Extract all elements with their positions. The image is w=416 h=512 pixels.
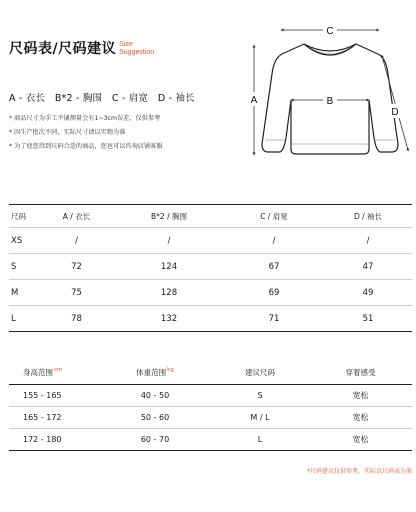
table-cell: / — [366, 235, 370, 246]
table-row — [9, 254, 412, 279]
column-header: 建议尺码 — [245, 367, 275, 377]
unit-label: cm — [54, 366, 63, 373]
table-cell: S — [11, 261, 17, 272]
footnote: *尺码建议仅供参考，实际以尺码表为准 — [306, 468, 412, 475]
notes-list — [9, 112, 163, 154]
table-cell: 172 - 180 — [23, 435, 62, 444]
table-row — [9, 429, 412, 450]
column-header: 体重范围$^{kg}$ — [136, 366, 174, 377]
legend-c: C - 肩宽 — [111, 93, 149, 104]
column-header: C / 肩宽 — [260, 211, 288, 221]
table-cell: / — [272, 235, 276, 246]
table-cell: 宽松 — [352, 391, 369, 400]
unit-label: kg — [167, 366, 174, 373]
measurement-legend — [9, 90, 195, 104]
suggestion-table — [9, 360, 412, 451]
table-row — [9, 228, 412, 253]
label-b: B — [326, 96, 334, 107]
table-cell: 128 — [160, 287, 178, 298]
table-row — [9, 280, 412, 305]
table-cell: 40 - 50 — [140, 391, 170, 400]
table-cell: 60 - 70 — [140, 435, 170, 444]
legend-d: D - 袖长 — [157, 93, 195, 104]
table-cell: 72 — [71, 261, 82, 272]
page-subtitle — [119, 41, 154, 57]
label-d: D — [391, 107, 399, 118]
table-row — [9, 407, 412, 428]
table-divider — [9, 450, 412, 451]
page-header — [9, 38, 154, 58]
label-a: A — [250, 95, 258, 106]
table-cell: 69 — [268, 287, 280, 298]
table-cell: 132 — [160, 313, 178, 324]
table-header-row — [9, 360, 412, 384]
note-item: * 因生产批次不同，实际尺寸请以实物为准 — [9, 129, 126, 136]
page-title: 尺码表/尺码建议 — [9, 41, 117, 57]
size-table — [9, 204, 412, 332]
table-cell: / — [167, 235, 171, 246]
table-cell: 155 - 165 — [23, 391, 62, 400]
table-cell: L — [11, 313, 16, 324]
sweatshirt-diagram — [248, 14, 413, 179]
table-divider — [9, 331, 412, 332]
table-cell: 165 - 172 — [23, 413, 62, 422]
table-cell: 47 — [362, 261, 374, 272]
table-cell: 75 — [71, 287, 82, 298]
column-header: A / 衣长 — [62, 211, 91, 221]
table-cell: 50 - 60 — [140, 413, 170, 422]
label-c: C — [326, 26, 334, 37]
table-cell: 49 — [362, 287, 374, 298]
table-cell: 78 — [71, 313, 82, 324]
table-row — [9, 306, 412, 331]
legend-b: B*2 - 胸围 — [54, 93, 103, 104]
note-item: * 为了使您得到尺码合适的商品，您也可以咨询店铺客服 — [9, 143, 163, 150]
table-cell: 宽松 — [352, 413, 369, 422]
column-header: 尺码 — [11, 211, 26, 221]
column-header: 穿着感受 — [345, 367, 376, 377]
table-cell: L — [257, 435, 263, 444]
table-cell: M / L — [250, 413, 270, 422]
table-cell: M — [11, 287, 19, 298]
legend-a: A - 衣长 — [9, 93, 46, 104]
note-item: * 商品尺寸为手工平铺测量会有1~3cm误差，仅供参考 — [9, 115, 161, 122]
column-header: B*2 / 胸围 — [151, 211, 187, 221]
table-cell: 67 — [268, 261, 280, 272]
table-row — [9, 385, 412, 406]
table-header-row — [9, 205, 412, 227]
table-cell: 124 — [160, 261, 178, 272]
table-cell: 宽松 — [352, 435, 369, 444]
table-cell: / — [75, 235, 78, 246]
column-header: D / 袖长 — [353, 211, 383, 221]
table-cell: XS — [11, 235, 23, 246]
subtitle-line-2: Suggestion — [119, 49, 155, 56]
table-cell: 51 — [362, 313, 374, 324]
table-cell: 71 — [268, 313, 280, 324]
table-cell: S — [257, 391, 263, 400]
column-header: 身高范围$^{cm}$ — [23, 366, 63, 377]
subtitle-line-1: Size — [119, 41, 133, 48]
